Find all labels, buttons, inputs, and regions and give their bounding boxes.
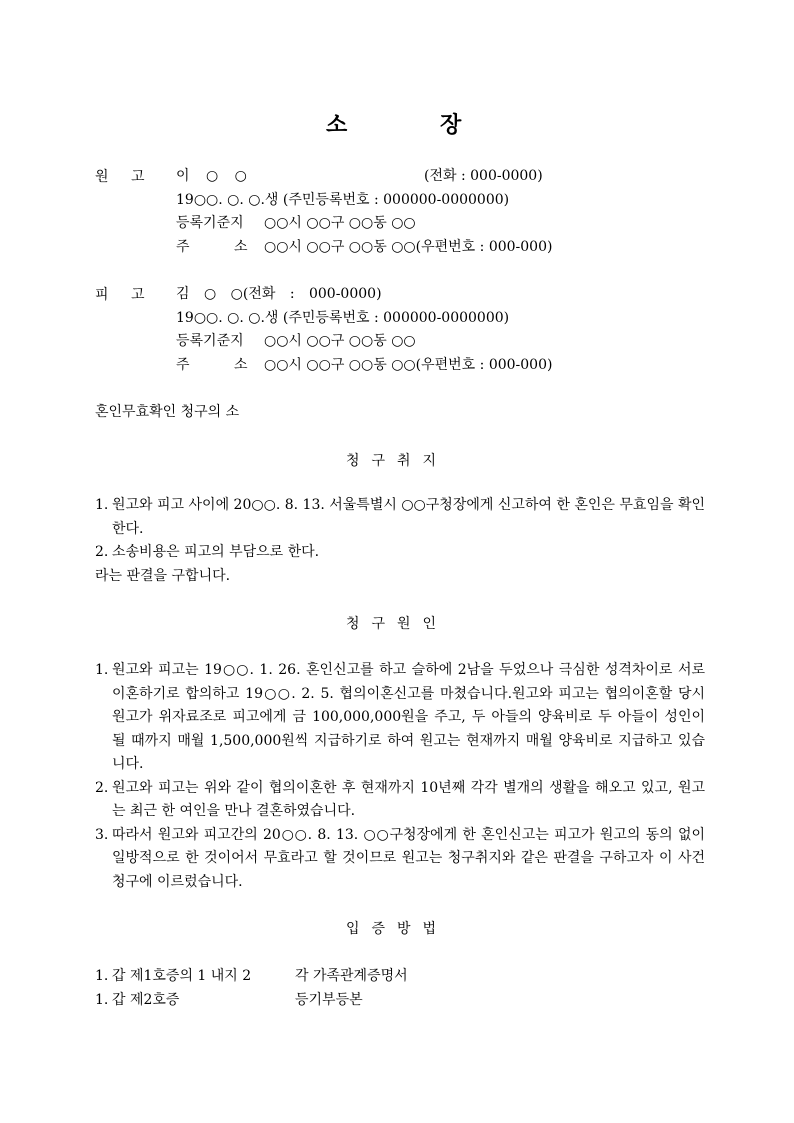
evidence-heading: 입증방법 xyxy=(345,921,449,937)
plaintiff-reg: ○○시 ○○구 ○○동 ○○ xyxy=(264,215,416,231)
plaintiff-label-1: 원 xyxy=(95,169,109,185)
list-item: 1. 원고와 피고 사이에 20○○. 8. 13. 서울특별시 ○○구청장에게 신고하여 한 혼인은 무효임을 확인한다. xyxy=(95,497,705,537)
defendant-label-1: 피 xyxy=(95,287,109,303)
defendant-birth: 19○○. ○. ○.생 (주민등록번호 : 000000-0000000) xyxy=(176,310,510,326)
defendant-addr-label-2: 소 xyxy=(234,357,248,373)
cause-list xyxy=(95,659,705,894)
plaintiff-name: 이 ○ ○ xyxy=(176,168,247,184)
case-title: 혼인무효확인 청구의 소 xyxy=(95,404,240,420)
evidence-label: 갑 제2호증 xyxy=(112,992,180,1008)
evidence-num: 1. xyxy=(95,968,109,984)
list-item: 1. 원고와 피고는 19○○. 1. 26. 혼인신고를 하고 슬하에 2남을 두었으나 극심한 성격차이로 서로 이혼하기로 합의하고 19○○. 2. 5. 협의이혼신고를 마쳤습니다.원고와 피고는 협의이혼할 당시 원고가 위자료조로 피고에게 금 100,000,000원을 주고, 두 아들의 양육비로 두 아들이 성인이 될 때까지 매월 1,500,000원씩 지급하기로 하여 원고는 현재까지 매월 양육비로 지급하고 있습니다. xyxy=(95,662,705,772)
defendant-reg: ○○시 ○○구 ○○동 ○○ xyxy=(264,333,416,349)
defendant-name: 김 ○ ○(전화 : 000-0000) xyxy=(176,286,382,302)
plaintiff-addr-label-1: 주 xyxy=(176,239,190,255)
plaintiff-address: ○○시 ○○구 ○○동 ○○(우편번호 : 000-000) xyxy=(264,239,553,255)
claim-list xyxy=(95,494,705,588)
defendant-label-2: 고 xyxy=(131,287,145,303)
defendant-reg-label: 등록기준지 xyxy=(176,333,244,349)
title-char-1: 소 xyxy=(326,113,348,138)
list-item: 2. 소송비용은 피고의 부담으로 한다. xyxy=(95,544,320,560)
defendant-address: ○○시 ○○구 ○○동 ○○(우편번호 : 000-000) xyxy=(264,357,553,373)
evidence-desc: 각 가족관계증명서 xyxy=(295,968,408,984)
evidence-label: 갑 제1호증의 1 내지 2 xyxy=(112,968,252,984)
plaintiff-reg-label: 등록기준지 xyxy=(176,215,244,231)
cause-heading: 청구원인 xyxy=(345,616,449,632)
defendant-addr-label-1: 주 xyxy=(176,357,190,373)
list-item: 3. 따라서 원고와 피고간의 20○○. 8. 13. ○○구청장에게 한 혼인신고는 피고가 원고의 동의 없이 일방적으로 한 것이어서 무효라고 할 것이므로 원고는 청구취지와 같은 판결을 구하고자 이 사건 청구에 이르렀습니다. xyxy=(95,826,705,890)
plaintiff-addr-label-2: 소 xyxy=(234,239,248,255)
evidence-num: 1. xyxy=(95,992,109,1008)
plaintiff-birth: 19○○. ○. ○.생 (주민등록번호 : 000000-0000000) xyxy=(176,192,510,208)
title-char-2: 장 xyxy=(440,113,462,138)
plaintiff-phone: (전화 : 000-0000) xyxy=(424,168,543,184)
plaintiff-label-2: 고 xyxy=(131,169,145,185)
claim-closing: 라는 판결을 구합니다. xyxy=(95,567,231,584)
claim-heading: 청구취지 xyxy=(345,453,449,469)
evidence-desc: 등기부등본 xyxy=(295,992,363,1008)
list-item: 2. 원고와 피고는 위와 같이 협의이혼한 후 현재까지 10년째 각각 별개의 생활을 해오고 있고, 원고는 최근 한 여인을 만나 결혼하였습니다. xyxy=(95,779,705,819)
